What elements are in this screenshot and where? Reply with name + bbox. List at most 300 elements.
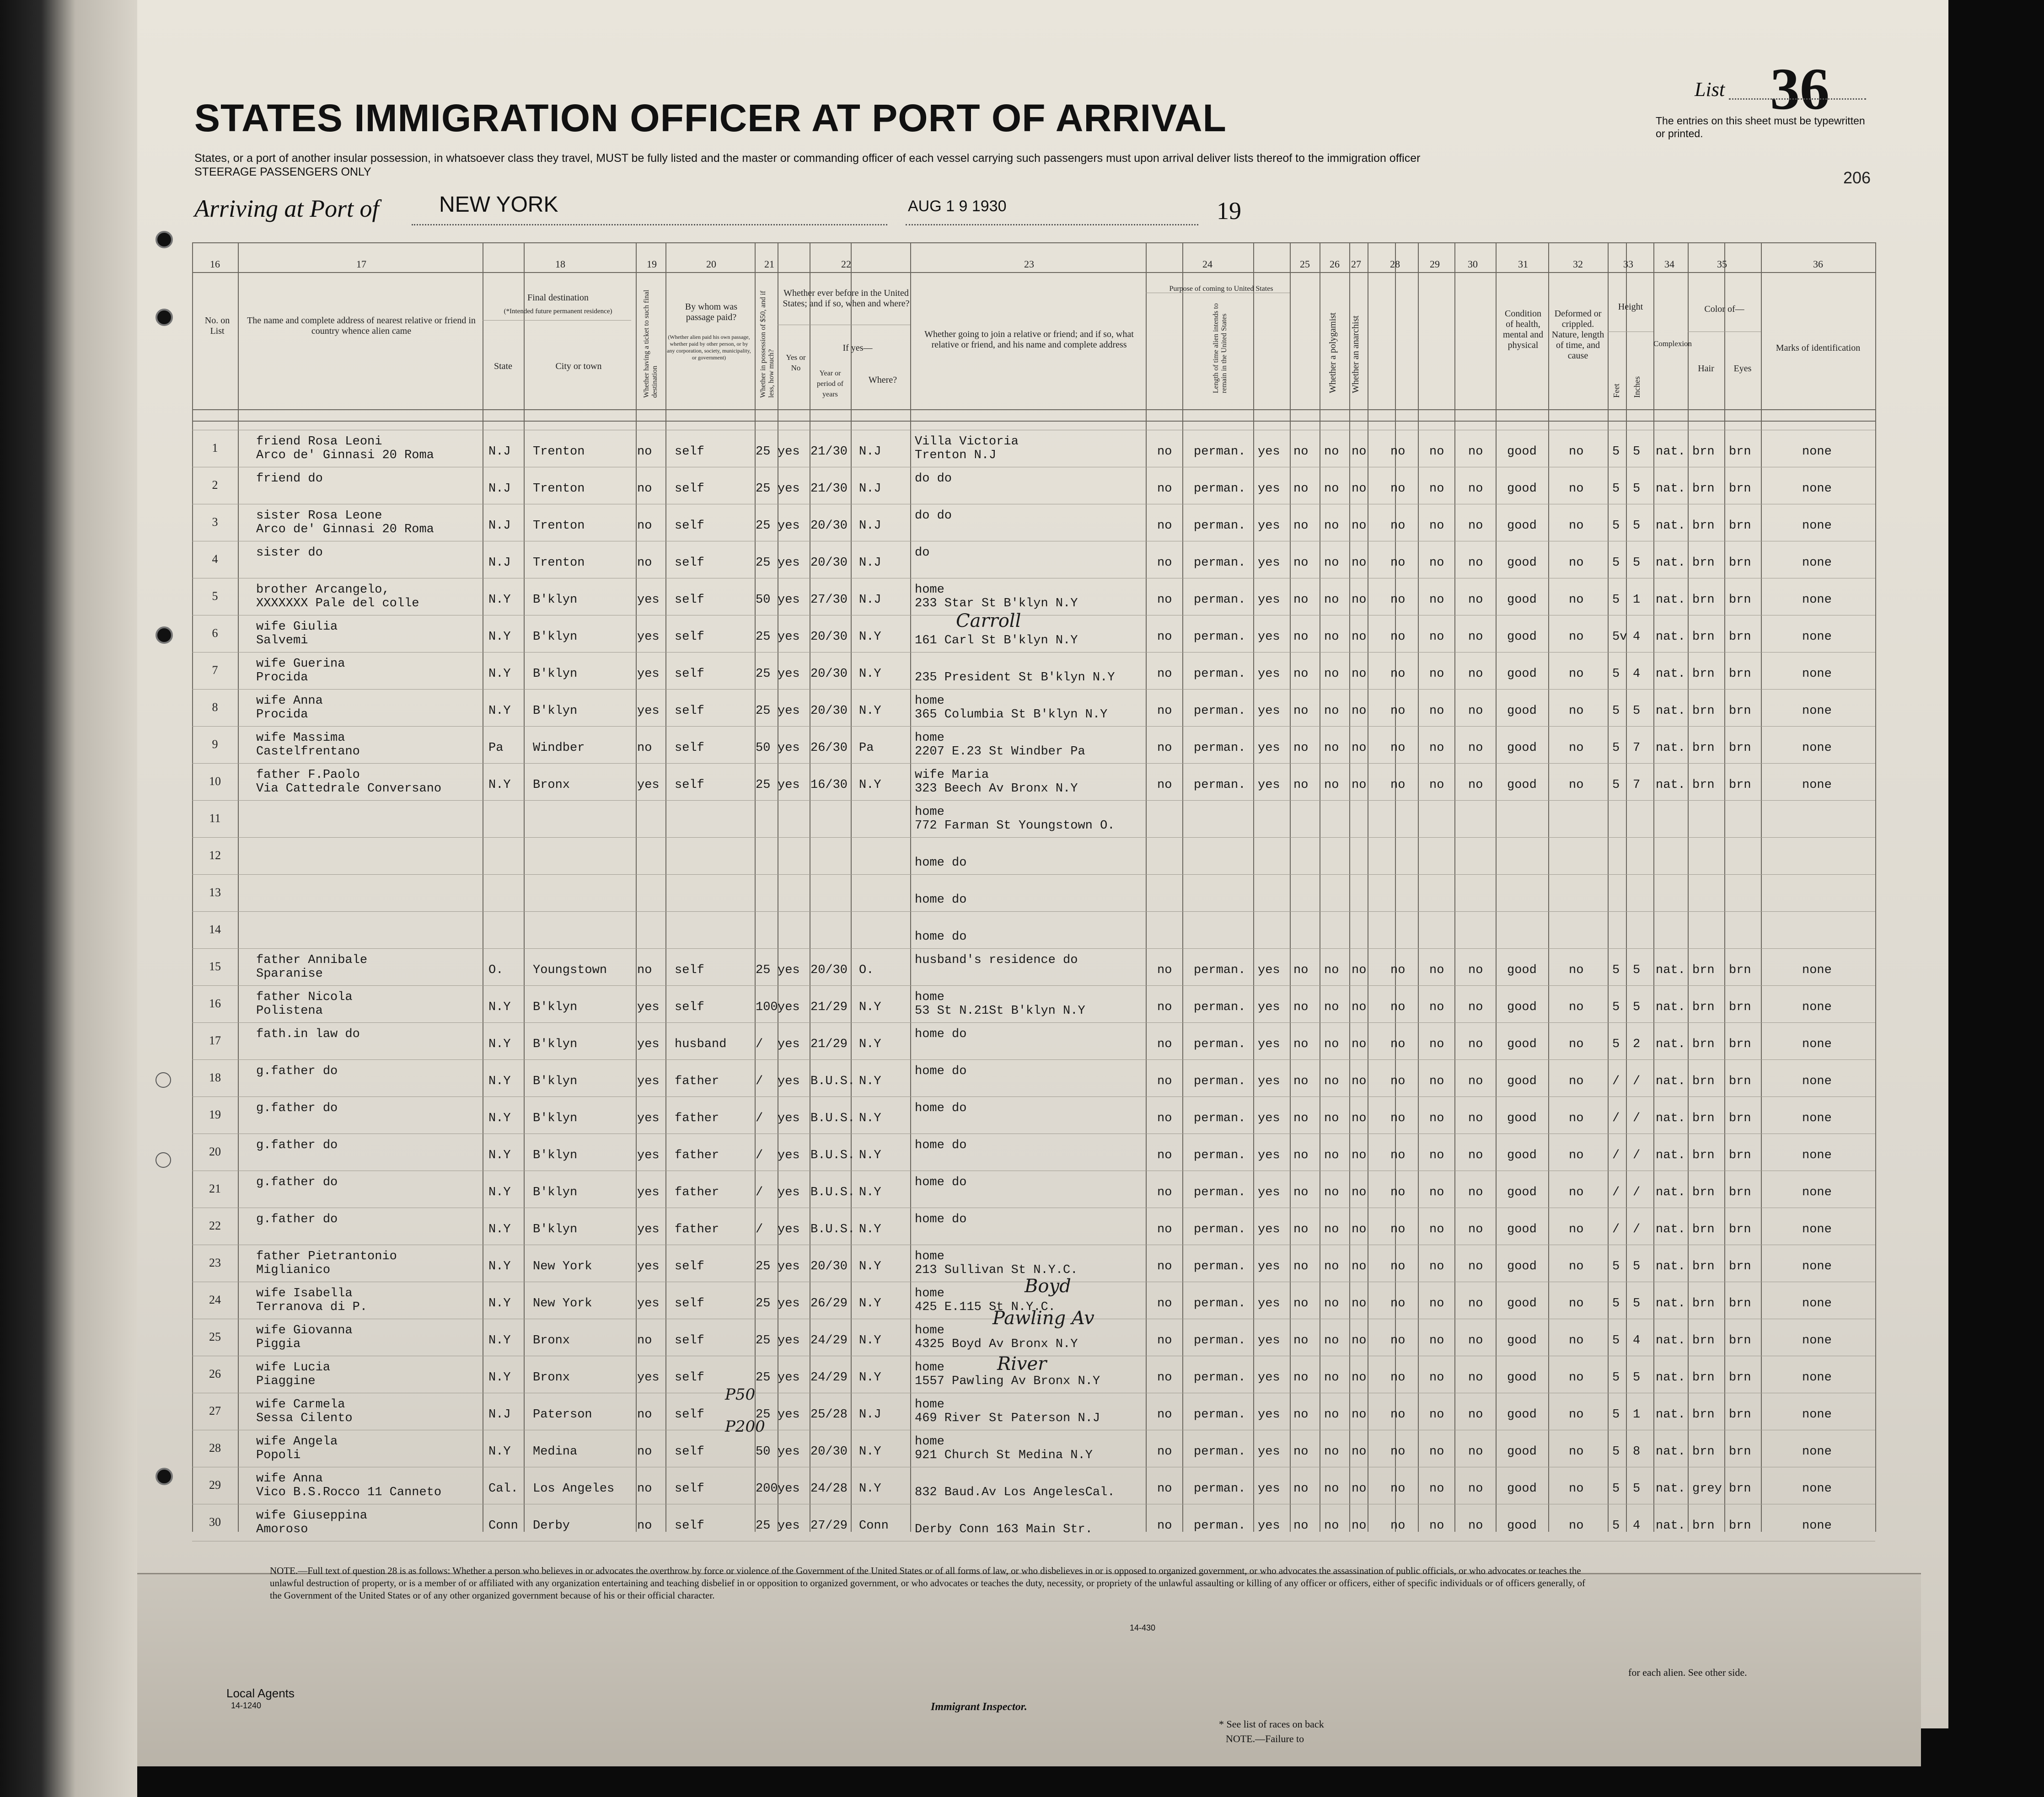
cell-q25: no: [1293, 445, 1309, 459]
cell-money: 25: [756, 482, 771, 496]
cell-city: New York: [533, 1260, 592, 1273]
cell-money: /: [756, 1112, 763, 1125]
cell-city: Trenton: [533, 519, 585, 533]
cell-marks: none: [1802, 1260, 1832, 1273]
cell-q26: no: [1324, 778, 1339, 792]
row-number: 4: [212, 552, 218, 566]
cell-q28: no: [1390, 704, 1406, 718]
cell-rel1: friend do: [256, 472, 323, 486]
cell-join2: home do: [915, 856, 967, 870]
cell-q28: no: [1390, 482, 1406, 496]
cell-feet: 5: [1612, 741, 1620, 755]
form-number: 14-430: [1130, 1623, 1156, 1632]
cell-where: N.Y: [859, 704, 881, 718]
cell-q28: no: [1390, 1186, 1406, 1199]
cell-state: N.Y: [488, 593, 511, 607]
cell-rel1: wife Lucia: [256, 1361, 331, 1374]
cell-join1: wife Maria: [915, 768, 989, 782]
cell-complexion: nat.: [1656, 593, 1685, 607]
cell-q28: no: [1390, 1519, 1406, 1533]
cell-q29: no: [1429, 1149, 1444, 1162]
cell-q25: no: [1293, 1038, 1309, 1051]
cell-paid: self: [675, 1297, 704, 1310]
cell-before: yes: [778, 778, 800, 792]
column-rule: [665, 242, 666, 1532]
cell-eyes: brn: [1729, 556, 1751, 570]
cell-money: 25: [756, 519, 771, 533]
row-number: 9: [212, 738, 218, 751]
cell-hair: brn: [1692, 741, 1715, 755]
column-rule: [524, 242, 525, 1532]
cell-join2: 235 President St B'klyn N.Y: [915, 671, 1115, 685]
header-if-yes: If yes—: [842, 343, 873, 353]
cell-period: 20/30: [810, 1260, 848, 1273]
cell-join1: home: [915, 583, 944, 597]
cell-deformed: no: [1569, 1038, 1584, 1051]
cell-q30: no: [1468, 741, 1483, 755]
cell-length: perman.: [1194, 1149, 1246, 1162]
cell-q26: no: [1324, 482, 1339, 496]
cell-length: perman.: [1194, 704, 1246, 718]
cell-state: N.Y: [488, 1297, 511, 1310]
cell-q30: no: [1468, 1445, 1483, 1459]
cell-eyes: brn: [1729, 1482, 1751, 1496]
cell-state: Pa: [488, 741, 504, 755]
cell-where: O.: [859, 963, 874, 977]
cell-q28: no: [1390, 741, 1406, 755]
cell-before: yes: [778, 1334, 800, 1348]
cell-paid: self: [675, 1334, 704, 1348]
column-rule: [1761, 242, 1762, 1532]
cell-paid: self: [675, 1445, 704, 1459]
col-num: 25: [1300, 258, 1310, 270]
cell-period: 21/29: [810, 1038, 848, 1051]
cell-city: B'klyn: [533, 1038, 578, 1051]
cell-join2: 425 E.115 St N.Y.C.: [915, 1300, 1056, 1314]
cell-paid: father: [675, 1075, 719, 1088]
cell-rel1: sister do: [256, 546, 323, 560]
cell-length: perman.: [1194, 1445, 1246, 1459]
row-rule: [192, 911, 1875, 912]
handwritten-boyd: Boyd: [1025, 1276, 1071, 1297]
cell-state: N.Y: [488, 704, 511, 718]
cell-hair: grey: [1692, 1482, 1722, 1496]
col-num: 18: [555, 258, 565, 270]
cell-q30: no: [1468, 1112, 1483, 1125]
cell-q27: no: [1352, 1371, 1367, 1385]
cell-rel1: g.father do: [256, 1064, 338, 1078]
cell-marks: none: [1802, 593, 1832, 607]
cell-health: good: [1507, 778, 1537, 792]
failure-note: NOTE.—Failure to: [1226, 1733, 1304, 1744]
cell-complexion: nat.: [1656, 556, 1685, 570]
cell-before: yes: [778, 1186, 800, 1199]
port-underline: [412, 224, 887, 225]
cell-where: N.Y: [859, 667, 881, 681]
header-rule: [192, 272, 1875, 273]
col-num: 28: [1390, 258, 1400, 270]
local-agents-label: Local Agents: [226, 1686, 295, 1700]
cell-state: N.Y: [488, 778, 511, 792]
cell-inches: /: [1633, 1223, 1641, 1236]
cell-deformed: no: [1569, 704, 1584, 718]
cell-hair: brn: [1692, 1297, 1715, 1310]
cell-inches: 5: [1633, 1260, 1641, 1273]
cell-q30: no: [1468, 778, 1483, 792]
cell-money: 25: [756, 1260, 771, 1273]
date-underline: [906, 224, 1198, 225]
cell-q27: no: [1352, 778, 1367, 792]
cell-marks: none: [1802, 1112, 1832, 1125]
cell-period: 24/28: [810, 1482, 848, 1496]
cell-marks: none: [1802, 1482, 1832, 1496]
cell-feet: 5: [1612, 1297, 1620, 1310]
cell-rel1: g.father do: [256, 1213, 338, 1226]
cell-marks: none: [1802, 963, 1832, 977]
cell-money: 50: [756, 1445, 771, 1459]
cell-hair: brn: [1692, 667, 1715, 681]
cell-q27: no: [1352, 1297, 1367, 1310]
cell-before: yes: [778, 445, 800, 459]
cell-money: /: [756, 1038, 763, 1051]
cell-rel2: XXXXXXX Pale del colle: [256, 597, 419, 610]
cell-paid: self: [675, 1482, 704, 1496]
cell-join1: home do: [915, 1027, 967, 1041]
cell-q25: no: [1293, 667, 1309, 681]
cell-marks: none: [1802, 630, 1832, 644]
cell-money: 25: [756, 704, 771, 718]
cell-q28: no: [1390, 1149, 1406, 1162]
header-before-in-us: Whether ever before in the United States; and if so, when and where?: [783, 288, 910, 309]
cell-rel1: wife Angela: [256, 1435, 338, 1449]
cell-citizen: yes: [1258, 1371, 1280, 1385]
cell-feet: 5: [1612, 1408, 1620, 1422]
cell-paid: self: [675, 1000, 704, 1014]
cell-q29: no: [1429, 1445, 1444, 1459]
cell-marks: none: [1802, 519, 1832, 533]
header-health: Condition of health, mental and physical: [1502, 309, 1544, 350]
cell-state: N.J: [488, 556, 511, 570]
cell-city: B'klyn: [533, 1149, 578, 1162]
cell-length: perman.: [1194, 1260, 1246, 1273]
cell-before: yes: [778, 1445, 800, 1459]
cell-before: yes: [778, 741, 800, 755]
cell-hair: brn: [1692, 1038, 1715, 1051]
header-anarchist: Whether an anarchist: [1351, 316, 1361, 393]
cell-join1: home: [915, 1398, 944, 1412]
cell-inches: /: [1633, 1186, 1641, 1199]
immigrant-inspector-label: Immigrant Inspector.: [931, 1701, 1027, 1713]
cell-where: N.Y: [859, 1223, 881, 1236]
header-state: State: [494, 361, 512, 371]
header-fifty-dollars: Whether in possession of $50, and if less, how much?: [759, 290, 775, 398]
cell-state: N.Y: [488, 667, 511, 681]
cell-ticket: yes: [637, 630, 660, 644]
cell-length: perman.: [1194, 1519, 1246, 1533]
cell-q26: no: [1324, 1038, 1339, 1051]
cell-q30: no: [1468, 1223, 1483, 1236]
cell-state: N.Y: [488, 1334, 511, 1348]
col-num: 20: [706, 258, 716, 270]
cell-q28: no: [1390, 1445, 1406, 1459]
cell-complexion: nat.: [1656, 741, 1685, 755]
row-rule: [192, 874, 1875, 875]
cell-q25: no: [1293, 630, 1309, 644]
row-rule: [192, 1059, 1875, 1060]
cell-ticket: yes: [637, 1149, 660, 1162]
cell-money: 25: [756, 556, 771, 570]
cell-join1: home: [915, 731, 944, 745]
cell-health: good: [1507, 1519, 1537, 1533]
cell-length: perman.: [1194, 1038, 1246, 1051]
list-label: List: [1695, 78, 1725, 101]
cell-inches: 4: [1633, 630, 1641, 644]
cell-inches: 5: [1633, 1000, 1641, 1014]
cell-money: 25: [756, 778, 771, 792]
cell-purpose: no: [1157, 1112, 1172, 1125]
cell-ticket: no: [637, 741, 652, 755]
cell-complexion: nat.: [1656, 1223, 1685, 1236]
cell-eyes: brn: [1729, 1223, 1751, 1236]
year-prefix: 19: [1217, 197, 1241, 225]
cell-q27: no: [1352, 1334, 1367, 1348]
cell-state: N.J: [488, 482, 511, 496]
row-number: 21: [209, 1182, 221, 1195]
cell-rel2: Procida: [256, 671, 308, 685]
column-rule: [1182, 242, 1183, 1532]
cell-q27: no: [1352, 1186, 1367, 1199]
cell-city: Medina: [533, 1445, 578, 1459]
row-rule: [192, 1096, 1875, 1097]
cell-length: perman.: [1194, 778, 1246, 792]
row-number: 16: [209, 997, 221, 1010]
cell-length: perman.: [1194, 1408, 1246, 1422]
cell-join2: 832 Baud.Av Los AngelesCal.: [915, 1486, 1115, 1499]
cell-citizen: yes: [1258, 1297, 1280, 1310]
cell-length: perman.: [1194, 1334, 1246, 1348]
cell-q27: no: [1352, 1149, 1367, 1162]
cell-money: 25: [756, 963, 771, 977]
cell-feet: 5: [1612, 519, 1620, 533]
cell-q28: no: [1390, 1371, 1406, 1385]
cell-feet: /: [1612, 1149, 1620, 1162]
cell-eyes: brn: [1729, 1112, 1751, 1125]
cell-city: Bronx: [533, 778, 570, 792]
cell-hair: brn: [1692, 556, 1715, 570]
row-number: 28: [209, 1441, 221, 1455]
cell-health: good: [1507, 1445, 1537, 1459]
row-rule: [192, 689, 1875, 690]
cell-before: yes: [778, 1223, 800, 1236]
cell-city: Paterson: [533, 1408, 592, 1422]
cell-marks: none: [1802, 1000, 1832, 1014]
cell-q27: no: [1352, 630, 1367, 644]
cell-health: good: [1507, 1223, 1537, 1236]
cell-deformed: no: [1569, 1482, 1584, 1496]
cell-length: perman.: [1194, 1371, 1246, 1385]
form-class-note: STEERAGE PASSENGERS ONLY: [194, 166, 371, 178]
col-num: 19: [647, 258, 657, 270]
cell-state: N.Y: [488, 1223, 511, 1236]
cell-join1: home: [915, 990, 944, 1004]
cell-citizen: yes: [1258, 1223, 1280, 1236]
cell-length: perman.: [1194, 482, 1246, 496]
cell-deformed: no: [1569, 1112, 1584, 1125]
col-num: 30: [1468, 258, 1478, 270]
cell-feet: 5: [1612, 1260, 1620, 1273]
cell-q29: no: [1429, 1482, 1444, 1496]
cell-before: yes: [778, 1112, 800, 1125]
cell-ticket: yes: [637, 1000, 660, 1014]
cell-ticket: no: [637, 1445, 652, 1459]
cell-eyes: brn: [1729, 704, 1751, 718]
cell-paid: father: [675, 1149, 719, 1162]
cell-complexion: nat.: [1656, 1334, 1685, 1348]
cell-city: Trenton: [533, 445, 585, 459]
cell-health: good: [1507, 741, 1537, 755]
cell-inches: 4: [1633, 1334, 1641, 1348]
cell-before: yes: [778, 1297, 800, 1310]
cell-ticket: yes: [637, 1112, 660, 1125]
cell-hair: brn: [1692, 1186, 1715, 1199]
cell-q27: no: [1352, 704, 1367, 718]
cell-complexion: nat.: [1656, 1112, 1685, 1125]
cell-complexion: nat.: [1656, 667, 1685, 681]
cell-feet: 5: [1612, 1334, 1620, 1348]
cell-complexion: nat.: [1656, 1482, 1685, 1496]
cell-period: 20/30: [810, 963, 848, 977]
cell-marks: none: [1802, 1223, 1832, 1236]
cell-period: 20/30: [810, 519, 848, 533]
cell-rel1: wife Anna: [256, 1472, 323, 1486]
cell-before: yes: [778, 704, 800, 718]
header-yes-no: Yes or No: [786, 353, 806, 372]
cell-where: N.J: [859, 1408, 881, 1422]
cell-eyes: brn: [1729, 1408, 1751, 1422]
handwritten-river: River: [997, 1353, 1047, 1374]
cell-health: good: [1507, 1000, 1537, 1014]
cell-ticket: yes: [637, 1223, 660, 1236]
cell-join2: 772 Farman St Youngstown O.: [915, 819, 1115, 833]
cell-city: Los Angeles: [533, 1482, 615, 1496]
cell-q30: no: [1468, 1186, 1483, 1199]
cell-citizen: yes: [1258, 1482, 1280, 1496]
punch-hole: [156, 309, 173, 326]
cell-complexion: nat.: [1656, 1408, 1685, 1422]
cell-ticket: yes: [637, 1260, 660, 1273]
cell-paid: self: [675, 482, 704, 496]
cell-period: B.U.S.: [810, 1223, 855, 1236]
cell-rel2: Sessa Cilento: [256, 1412, 353, 1425]
cell-eyes: brn: [1729, 741, 1751, 755]
cell-hair: brn: [1692, 778, 1715, 792]
cell-deformed: no: [1569, 519, 1584, 533]
cell-period: B.U.S.: [810, 1186, 855, 1199]
cell-marks: none: [1802, 1075, 1832, 1088]
cell-paid: self: [675, 1519, 704, 1533]
cell-join2: 469 River St Paterson N.J: [915, 1412, 1100, 1425]
cell-rel1: father F.Paolo: [256, 768, 360, 782]
cell-citizen: yes: [1258, 1186, 1280, 1199]
cell-health: good: [1507, 1260, 1537, 1273]
cell-rel1: wife Massima: [256, 731, 345, 745]
cell-q26: no: [1324, 1519, 1339, 1533]
cell-q25: no: [1293, 1297, 1309, 1310]
cell-rel2: Arco de' Ginnasi 20 Roma: [256, 523, 434, 536]
cell-complexion: nat.: [1656, 1038, 1685, 1051]
cell-health: good: [1507, 1297, 1537, 1310]
cell-before: yes: [778, 1408, 800, 1422]
cell-period: 21/30: [810, 445, 848, 459]
handwritten-pawling: Pawling Av: [992, 1308, 1094, 1329]
cell-marks: none: [1802, 1408, 1832, 1422]
cell-q26: no: [1324, 1371, 1339, 1385]
cell-city: Bronx: [533, 1334, 570, 1348]
cell-rel1: g.father do: [256, 1139, 338, 1152]
column-rule: [1496, 242, 1497, 1532]
row-rule: [192, 985, 1875, 986]
cell-purpose: no: [1157, 1000, 1172, 1014]
question-28-note: NOTE.—Full text of question 28 is as follows: Whether a person who believes in or advocates the overthrow by force or violence of the Government of the United States or of all forms of law, or who disbelieves in or is opposed to organized government, or who advocates the assassination of public officials, or who advocates or teaches the unlawful destruction of property, or is a member of or affiliated with any organization entertaining and teaching disbelief in or opposition to organized government, or who advocates or teaches the duty, necessity, or propriety of the unlawful assaulting or killing of any officer or officers, either of specific individuals or of officers generally, of the Government of the United States or of any other organized government because of his or their official character.: [270, 1565, 1585, 1601]
cell-q27: no: [1352, 963, 1367, 977]
header-rule: [192, 421, 1875, 422]
cell-q27: no: [1352, 1519, 1367, 1533]
cell-feet: /: [1612, 1186, 1620, 1199]
cell-money: /: [756, 1075, 763, 1088]
cell-purpose: no: [1157, 519, 1172, 533]
cell-ticket: no: [637, 1334, 652, 1348]
cell-where: N.J: [859, 556, 881, 570]
cell-feet: 5v: [1612, 630, 1627, 644]
cell-citizen: yes: [1258, 963, 1280, 977]
cell-deformed: no: [1569, 1371, 1584, 1385]
cell-deformed: no: [1569, 1297, 1584, 1310]
cell-eyes: brn: [1729, 1186, 1751, 1199]
cell-q27: no: [1352, 1000, 1367, 1014]
cell-q30: no: [1468, 519, 1483, 533]
cell-join1: home do: [915, 1139, 967, 1152]
cell-length: perman.: [1194, 741, 1246, 755]
cell-feet: /: [1612, 1112, 1620, 1125]
cell-hair: brn: [1692, 445, 1715, 459]
cell-health: good: [1507, 1038, 1537, 1051]
cell-complexion: nat.: [1656, 1075, 1685, 1088]
cell-deformed: no: [1569, 445, 1584, 459]
cell-q28: no: [1390, 1112, 1406, 1125]
cell-complexion: nat.: [1656, 630, 1685, 644]
cell-inches: 8: [1633, 1445, 1641, 1459]
cell-where: N.Y: [859, 778, 881, 792]
cell-q25: no: [1293, 1186, 1309, 1199]
column-rule: [1653, 242, 1654, 1532]
cell-paid: self: [675, 630, 704, 644]
cell-inches: 1: [1633, 593, 1641, 607]
cell-health: good: [1507, 1371, 1537, 1385]
col-num: 16: [210, 258, 220, 270]
cell-period: B.U.S.: [810, 1149, 855, 1162]
cell-where: Pa: [859, 741, 874, 755]
row-number: 17: [209, 1034, 221, 1047]
column-rule: [192, 242, 193, 1532]
cell-health: good: [1507, 482, 1537, 496]
cell-inches: 5: [1633, 445, 1641, 459]
cell-join1: do do: [915, 509, 952, 523]
cell-q29: no: [1429, 630, 1444, 644]
cell-q26: no: [1324, 1445, 1339, 1459]
cell-rel1: sister Rosa Leone: [256, 509, 382, 523]
cell-purpose: no: [1157, 778, 1172, 792]
cell-rel2: Terranova di P.: [256, 1300, 368, 1314]
